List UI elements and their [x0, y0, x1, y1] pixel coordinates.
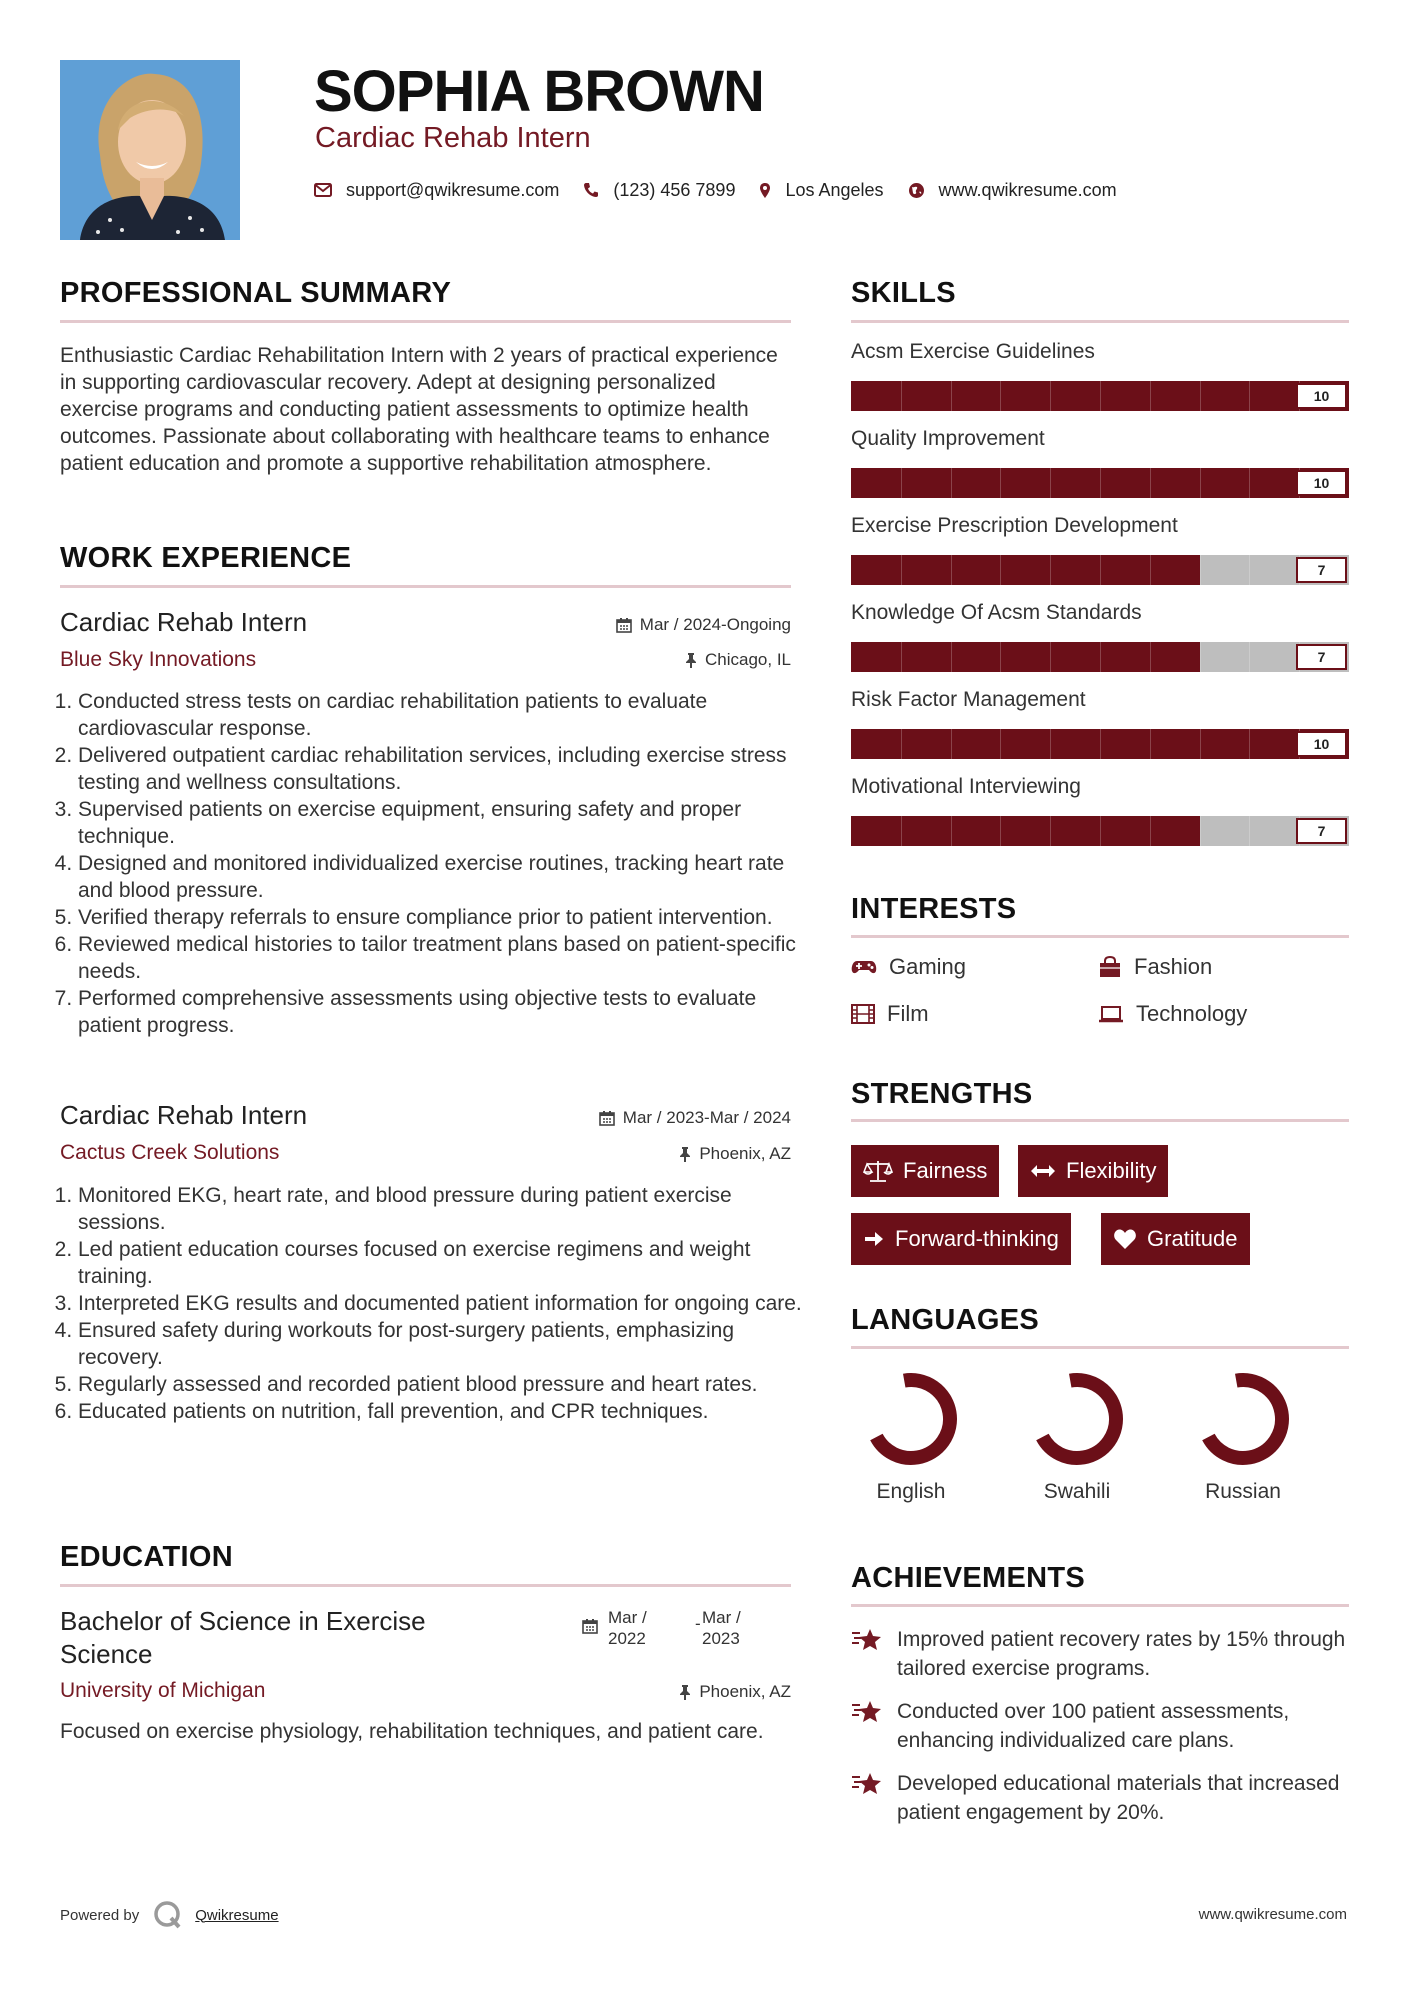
skill-bar-segment [951, 642, 952, 672]
education-end-year: 2023 [702, 1629, 740, 1648]
interest-label: Technology [1136, 1001, 1248, 1026]
skill-bar-segment [1000, 381, 1001, 411]
skill-name: Risk Factor Management [851, 688, 1086, 711]
interest-technology [1098, 1001, 1247, 1027]
achievement-item [851, 1769, 1349, 1827]
skill-bar-segment [1000, 555, 1001, 585]
skill-bar-segment [1050, 816, 1051, 846]
list-item: 4. Ensured safety during workouts for post-surgery patients, emphasizing recovery. [78, 1317, 809, 1371]
strength-gratitude [1101, 1213, 1250, 1265]
star-medal-icon [851, 1699, 883, 1725]
skill-bar-segment [951, 729, 952, 759]
skill-bar-segment [1150, 468, 1151, 498]
pushpin-icon [679, 1684, 691, 1700]
language-russian [1183, 1372, 1303, 1504]
footer-powered-by [60, 1900, 279, 1930]
skill-bar-segment [1050, 381, 1051, 411]
skill-bar-segment [951, 468, 952, 498]
skill-name: Exercise Prescription Development [851, 514, 1178, 537]
skill-bar-segment [1050, 642, 1051, 672]
job-2-location [480, 1144, 791, 1164]
skill-row [851, 688, 1349, 775]
skill-bar-segment [1100, 555, 1101, 585]
skill-name: Knowledge Of Acsm Standards [851, 601, 1142, 624]
envelope-icon [314, 183, 332, 197]
phone-icon [583, 182, 599, 198]
profile-photo-illustration [60, 60, 240, 240]
strength-label: Fairness [903, 1158, 988, 1183]
balance-scale-icon [863, 1159, 893, 1183]
education-start-date [608, 1607, 647, 1649]
skill-bar-segment [1050, 468, 1051, 498]
list-item: 6. Educated patients on nutrition, fall prevention, and CPR techniques. [78, 1398, 809, 1425]
job-1-dates [480, 615, 791, 635]
skill-bar-segment [1050, 555, 1051, 585]
calendar-icon [616, 617, 632, 633]
qwikresume-logo-icon [153, 1900, 183, 1930]
language-label: Swahili [1043, 1480, 1111, 1503]
achievement-text: Improved patient recovery rates by 15% through tailored exercise programs. [897, 1628, 1346, 1680]
skill-name: Acsm Exercise Guidelines [851, 340, 1095, 363]
skill-row [851, 514, 1349, 601]
film-icon [851, 1004, 875, 1024]
skill-bar-segment [901, 468, 902, 498]
candidate-name: SOPHIA BROWN [314, 59, 764, 124]
interest-label: Fashion [1134, 954, 1213, 979]
job-1-location [480, 650, 791, 670]
achievement-item [851, 1625, 1349, 1683]
skill-bar-segment [1200, 555, 1201, 585]
education-location [480, 1682, 791, 1702]
achievements-heading: ACHIEVEMENTS [851, 1562, 1086, 1594]
candidate-title: Cardiac Rehab Intern [315, 122, 591, 154]
interest-label: Film [887, 1001, 929, 1026]
skill-bar-segment [1249, 729, 1250, 759]
education-calendar [582, 1618, 598, 1639]
skill-bar-segment [1150, 555, 1151, 585]
skill-bar-fill [851, 555, 1200, 585]
skill-name: Motivational Interviewing [851, 775, 1081, 798]
skills-heading: SKILLS [851, 277, 956, 309]
skill-bar-segment [1150, 381, 1151, 411]
education-degree-line-1: Bachelor of Science in Exercise [60, 1606, 426, 1636]
proficiency-arc [1198, 1374, 1288, 1464]
skill-bar-segment [1249, 381, 1250, 411]
contact-location [759, 180, 883, 201]
achievement-text: Conducted over 100 patient assessments, enhancing individualized care plans. [897, 1700, 1290, 1752]
skill-bar-segment [901, 555, 902, 585]
skill-bar-segment [901, 642, 902, 672]
list-item: 5. Regularly assessed and recorded patient blood pressure and heart rates. [78, 1371, 809, 1398]
skill-bar-segment [951, 381, 952, 411]
footer-url[interactable]: www.qwikresume.com [1198, 1906, 1347, 1923]
proficiency-arc [1032, 1374, 1122, 1464]
interest-film [851, 1001, 929, 1027]
skill-bar-segment [1100, 729, 1101, 759]
star-medal-icon [851, 1771, 883, 1797]
strength-fairness [851, 1145, 999, 1197]
job-1-title: Cardiac Rehab Intern [60, 607, 308, 637]
arrows-horizontal-icon [1030, 1164, 1056, 1178]
footer-powered-text: Powered by [60, 1906, 140, 1924]
skill-bar [851, 381, 1349, 411]
skill-bar-segment [901, 729, 902, 759]
education-location-text: Phoenix, AZ [699, 1682, 791, 1701]
contact-website-text: www.qwikresume.com [938, 179, 1117, 200]
strength-label: Gratitude [1147, 1226, 1238, 1251]
skill-bar-segment [1249, 642, 1250, 672]
skill-bar-fill [851, 816, 1200, 846]
skill-row [851, 775, 1349, 862]
job-2-dates [480, 1108, 791, 1128]
skill-bar [851, 729, 1349, 759]
heart-icon [1113, 1228, 1137, 1250]
skill-bar-segment [1000, 642, 1001, 672]
education-start-month: Mar / [608, 1608, 647, 1627]
list-item: 5. Verified therapy referrals to ensure compliance prior to patient intervention. [78, 904, 809, 931]
skill-bar-segment [951, 816, 952, 846]
calendar-icon [599, 1110, 615, 1126]
contact-phone-text: (123) 456 7899 [613, 179, 736, 200]
skill-bar-segment [901, 381, 902, 411]
skill-level-badge: 10 [1296, 383, 1347, 409]
language-english [851, 1372, 971, 1504]
languages-heading: LANGUAGES [851, 1304, 1039, 1336]
list-item: 1. Monitored EKG, heart rate, and blood pressure during patient exercise sessions. [78, 1182, 809, 1236]
strength-label: Flexibility [1066, 1158, 1157, 1183]
interests-heading: INTERESTS [851, 893, 1017, 925]
skill-level-badge: 10 [1296, 731, 1347, 757]
job-2-dates-text: Mar / 2023-Mar / 2024 [622, 1108, 791, 1127]
achievements-rule [851, 1604, 1349, 1607]
contact-email-text: support@qwikresume.com [346, 179, 560, 200]
skill-level-badge: 7 [1296, 644, 1347, 670]
achievement-text: Developed educational materials that increased patient engagement by 20%. [897, 1772, 1340, 1824]
skill-bar-segment [1200, 642, 1201, 672]
contact-phone[interactable] [583, 180, 735, 201]
summary-text: Enthusiastic Cardiac Rehabilitation Intern with 2 years of practical experience in supporting cardiovascular recovery. Adept at designing personalized exercise programs and conducting patient assessments to optimize health outcomes. Passionate about collaborating with healthcare teams to enhance patient education and promote a supportive rehabilitation atmosphere. [60, 344, 778, 475]
education-degree-line-2: Science [60, 1639, 153, 1669]
job-2-company: Cactus Creek Solutions [60, 1141, 280, 1164]
proficiency-ring [1030, 1372, 1124, 1466]
language-label: Russian [1205, 1480, 1281, 1503]
education-end-month: Mar / [702, 1608, 741, 1627]
education-school: University of Michigan [60, 1679, 266, 1702]
language-label: English [876, 1480, 946, 1503]
skill-bar-segment [1200, 468, 1201, 498]
education-end-date [702, 1607, 741, 1649]
proficiency-ring [864, 1372, 958, 1466]
education-start-year: 2022 [608, 1629, 646, 1648]
skill-bar-segment [1000, 816, 1001, 846]
skill-bar-fill [851, 642, 1200, 672]
skill-name: Quality Improvement [851, 427, 1045, 450]
arrow-right-icon [863, 1229, 885, 1249]
proficiency-arc [866, 1374, 956, 1464]
education-heading: EDUCATION [60, 1541, 233, 1573]
contact-website[interactable] [908, 180, 1117, 201]
list-item: 7. Performed comprehensive assessments using objective tests to evaluate patient progress. [78, 985, 809, 1039]
map-marker-icon [759, 182, 771, 199]
list-item: 1. Conducted stress tests on cardiac rehabilitation patients to evaluate cardiovascular response. [78, 688, 809, 742]
strengths-rule [851, 1119, 1349, 1122]
skill-bar [851, 816, 1349, 846]
footer-brand-link[interactable]: Qwikresume [195, 1906, 279, 1924]
job-1-company: Blue Sky Innovations [60, 648, 257, 671]
skill-bar-segment [1200, 729, 1201, 759]
skill-bar-segment [1100, 816, 1101, 846]
list-item: 3. Interpreted EKG results and documented patient information for ongoing care. [78, 1290, 809, 1317]
job-1-bullets [60, 688, 809, 1039]
education-description: Focused on exercise physiology, rehabilitation techniques, and patient care. [60, 1720, 764, 1743]
skill-bar-segment [1100, 381, 1101, 411]
skill-bar-segment [1100, 468, 1101, 498]
job-2-title: Cardiac Rehab Intern [60, 1100, 308, 1130]
skill-row [851, 340, 1349, 427]
job-2-location-text: Phoenix, AZ [699, 1144, 791, 1163]
interest-fashion [1098, 954, 1212, 980]
skill-bar-segment [1249, 555, 1250, 585]
skill-bar-segment [1150, 642, 1151, 672]
list-item: 6. Reviewed medical histories to tailor treatment plans based on patient-specific needs. [78, 931, 809, 985]
gamepad-icon [851, 959, 877, 975]
shopping-bag-icon [1098, 956, 1122, 978]
interest-gaming [851, 954, 966, 980]
skill-bar-segment [1050, 729, 1051, 759]
strengths-heading: STRENGTHS [851, 1078, 1033, 1110]
interests-rule [851, 935, 1349, 938]
job-1-dates-text: Mar / 2024-Ongoing [639, 615, 791, 634]
list-item: 2. Led patient education courses focused on exercise regimens and weight training. [78, 1236, 809, 1290]
contact-location-text: Los Angeles [785, 179, 884, 200]
proficiency-ring [1196, 1372, 1290, 1466]
list-item: 4. Designed and monitored individualized exercise routines, tracking heart rate and blood pressure. [78, 850, 809, 904]
skill-bar-segment [1200, 816, 1201, 846]
profile-photo [60, 60, 240, 240]
languages-rule [851, 1346, 1349, 1349]
skill-bar-segment [1150, 729, 1151, 759]
skill-bar-segment [1249, 816, 1250, 846]
calendar-icon [582, 1618, 598, 1634]
strength-label: Forward-thinking [895, 1226, 1059, 1251]
achievement-item [851, 1697, 1349, 1755]
contact-email[interactable] [314, 180, 559, 201]
skill-bar-segment [1000, 729, 1001, 759]
job-1-location-text: Chicago, IL [705, 650, 791, 669]
skill-bar-segment [1200, 381, 1201, 411]
summary-heading: PROFESSIONAL SUMMARY [60, 277, 452, 309]
education-rule [60, 1584, 791, 1587]
skills-rule [851, 320, 1349, 323]
skill-bar-segment [951, 555, 952, 585]
skill-bar-segment [901, 816, 902, 846]
pushpin-icon [685, 652, 697, 668]
strength-forward-thinking [851, 1213, 1071, 1265]
skill-level-badge: 7 [1296, 557, 1347, 583]
job-2-bullets [60, 1182, 809, 1425]
list-item: 3. Supervised patients on exercise equipment, ensuring safety and proper technique. [78, 796, 809, 850]
work-heading: WORK EXPERIENCE [60, 542, 352, 574]
skill-bar [851, 555, 1349, 585]
list-item: 2. Delivered outpatient cardiac rehabilitation services, including exercise stress testing and wellness consultations. [78, 742, 809, 796]
skill-level-badge: 10 [1296, 470, 1347, 496]
skill-row [851, 427, 1349, 514]
skill-bar-segment [1150, 816, 1151, 846]
strength-flexibility [1018, 1145, 1168, 1197]
skills-list [851, 340, 1349, 862]
summary-rule [60, 320, 791, 323]
laptop-icon [1098, 1005, 1124, 1023]
work-rule [60, 585, 791, 588]
language-swahili [1017, 1372, 1137, 1504]
globe-icon [908, 182, 925, 199]
skill-bar [851, 468, 1349, 498]
pushpin-icon [679, 1146, 691, 1162]
skill-bar-segment [1000, 468, 1001, 498]
star-medal-icon [851, 1627, 883, 1653]
skill-bar [851, 642, 1349, 672]
skill-bar-segment [1100, 642, 1101, 672]
skill-bar-segment [1249, 468, 1250, 498]
skill-row [851, 601, 1349, 688]
education-date-dash: - [695, 1614, 701, 1633]
contact-bar [314, 178, 1141, 202]
interest-label: Gaming [889, 954, 967, 979]
skill-level-badge: 7 [1296, 818, 1347, 844]
